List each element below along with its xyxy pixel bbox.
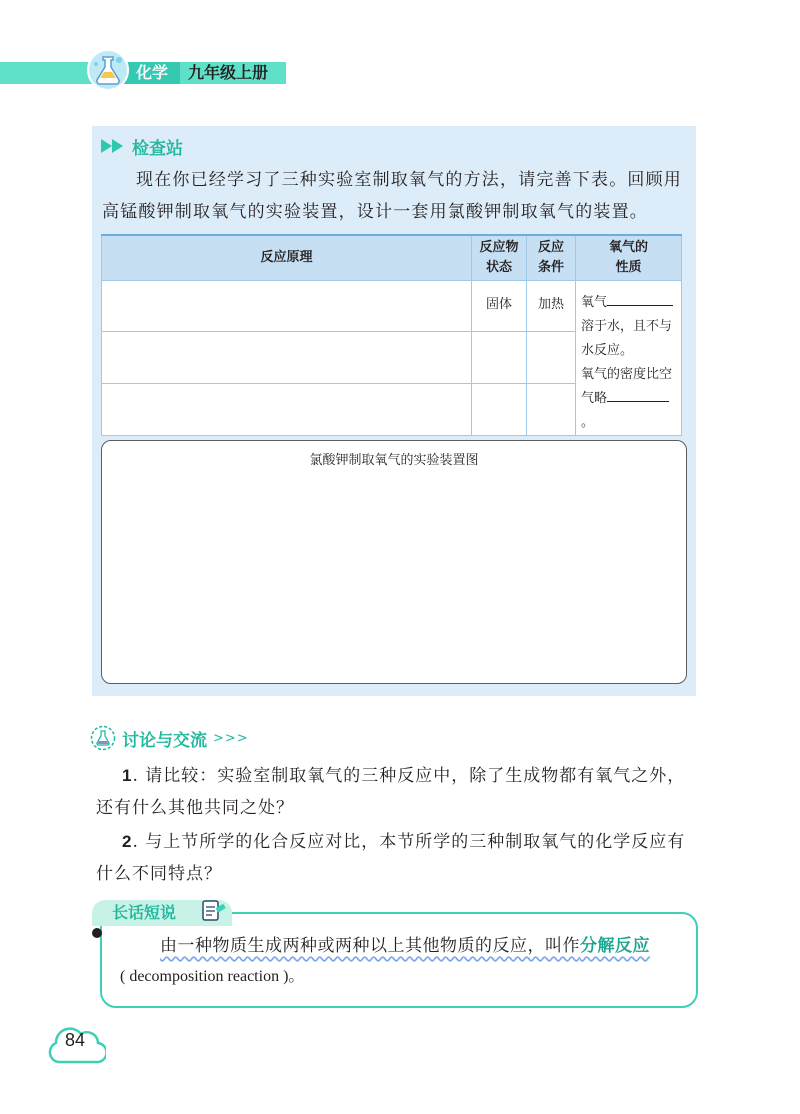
property-blank-1[interactable]	[607, 291, 673, 306]
table-header-row	[102, 235, 682, 281]
question-2-text: . 与上节所学的化合反应对比，本节所学的三种制取氧气的化学反应有	[132, 832, 686, 852]
condition-cell-3[interactable]	[527, 383, 576, 435]
header-state-line2: 状态	[485, 260, 512, 275]
question-1-line-2: 还有什么其他共同之处？	[96, 798, 294, 818]
page-number: 84	[64, 1030, 86, 1050]
discussion-title	[90, 724, 249, 752]
property-line-2: 溶于水，且不与	[581, 319, 673, 334]
question-2-line-1	[96, 826, 696, 858]
table-row	[102, 281, 682, 332]
property-text-1: 氧气	[581, 295, 608, 310]
header-cond-line1: 反应	[537, 240, 564, 255]
oxygen-property-cell	[576, 281, 682, 436]
apparatus-label: 氯酸钾制取氧气的实验装置图	[309, 453, 479, 468]
property-text-5-end: 。	[581, 415, 595, 430]
property-line-1	[581, 291, 681, 315]
discussion-chevrons: >>>	[213, 730, 249, 746]
header-grade: 九年级上册	[188, 63, 269, 82]
question-2-line-2: 什么不同特点？	[96, 864, 222, 884]
principle-cell-1[interactable]	[102, 281, 472, 332]
apparatus-drawing-box[interactable]	[101, 440, 687, 684]
notepad-pen-icon	[200, 898, 228, 924]
summary-keyword: 分解反应	[580, 936, 650, 956]
property-line-5	[581, 387, 681, 435]
condition-cell-2[interactable]	[527, 332, 576, 383]
check-station-intro-line-2: 高锰酸钾制取氧气的实验装置，设计一套用氯酸钾制取氧气的装置。	[102, 202, 648, 222]
summary-definition-text: 由一种物质生成两种或两种以上其他物质的反应，叫作	[160, 936, 580, 956]
principle-cell-2[interactable]	[102, 332, 472, 383]
header-condition	[527, 235, 576, 281]
header-reactant-state	[472, 235, 527, 281]
question-2-number: 2	[122, 832, 133, 851]
header-property	[576, 235, 682, 281]
summary-bullet	[92, 928, 102, 938]
oxygen-methods-table	[101, 234, 682, 436]
property-line-4: 氧气的密度比空	[581, 367, 673, 382]
summary-line-1	[160, 932, 650, 960]
check-station-title-text: 检查站	[132, 138, 183, 159]
property-line-3: 水反应。	[581, 343, 634, 358]
summary-box	[100, 912, 698, 1008]
header-prop-line2: 性质	[615, 260, 642, 275]
property-blank-2[interactable]	[607, 387, 669, 402]
state-cell-3[interactable]	[472, 383, 527, 435]
flask-logo-icon	[86, 48, 130, 92]
summary-line-2: ( decomposition reaction )。	[120, 968, 305, 985]
condition-cell-1: 加热	[527, 281, 576, 332]
discussion-title-text: 讨论与交流	[122, 730, 207, 751]
question-1-number: 1	[122, 766, 133, 785]
question-1-line-1	[96, 760, 696, 792]
state-cell-2[interactable]	[472, 332, 527, 383]
header-subject: 化学	[136, 63, 169, 82]
header-principle: 反应原理	[102, 235, 472, 281]
double-arrow-icon	[100, 138, 126, 154]
question-1-text: . 请比较：实验室制取氧气的三种反应中，除了生成物都有氧气之外，	[132, 766, 686, 786]
summary-title: 长话短说	[112, 903, 177, 922]
check-station-intro-line-1: 现在你已经学习了三种实验室制取氧气的方法，请完善下表。回顾用	[136, 170, 682, 190]
flask-circle-icon	[90, 725, 116, 751]
principle-cell-3[interactable]	[102, 383, 472, 435]
header-state-line1: 反应物	[479, 240, 519, 255]
header-cond-line2: 条件	[537, 260, 564, 275]
header-prop-line1: 氧气的	[608, 240, 648, 255]
state-cell-1: 固体	[472, 281, 527, 332]
check-station-title	[100, 134, 183, 158]
property-text-5: 气略	[581, 391, 608, 406]
